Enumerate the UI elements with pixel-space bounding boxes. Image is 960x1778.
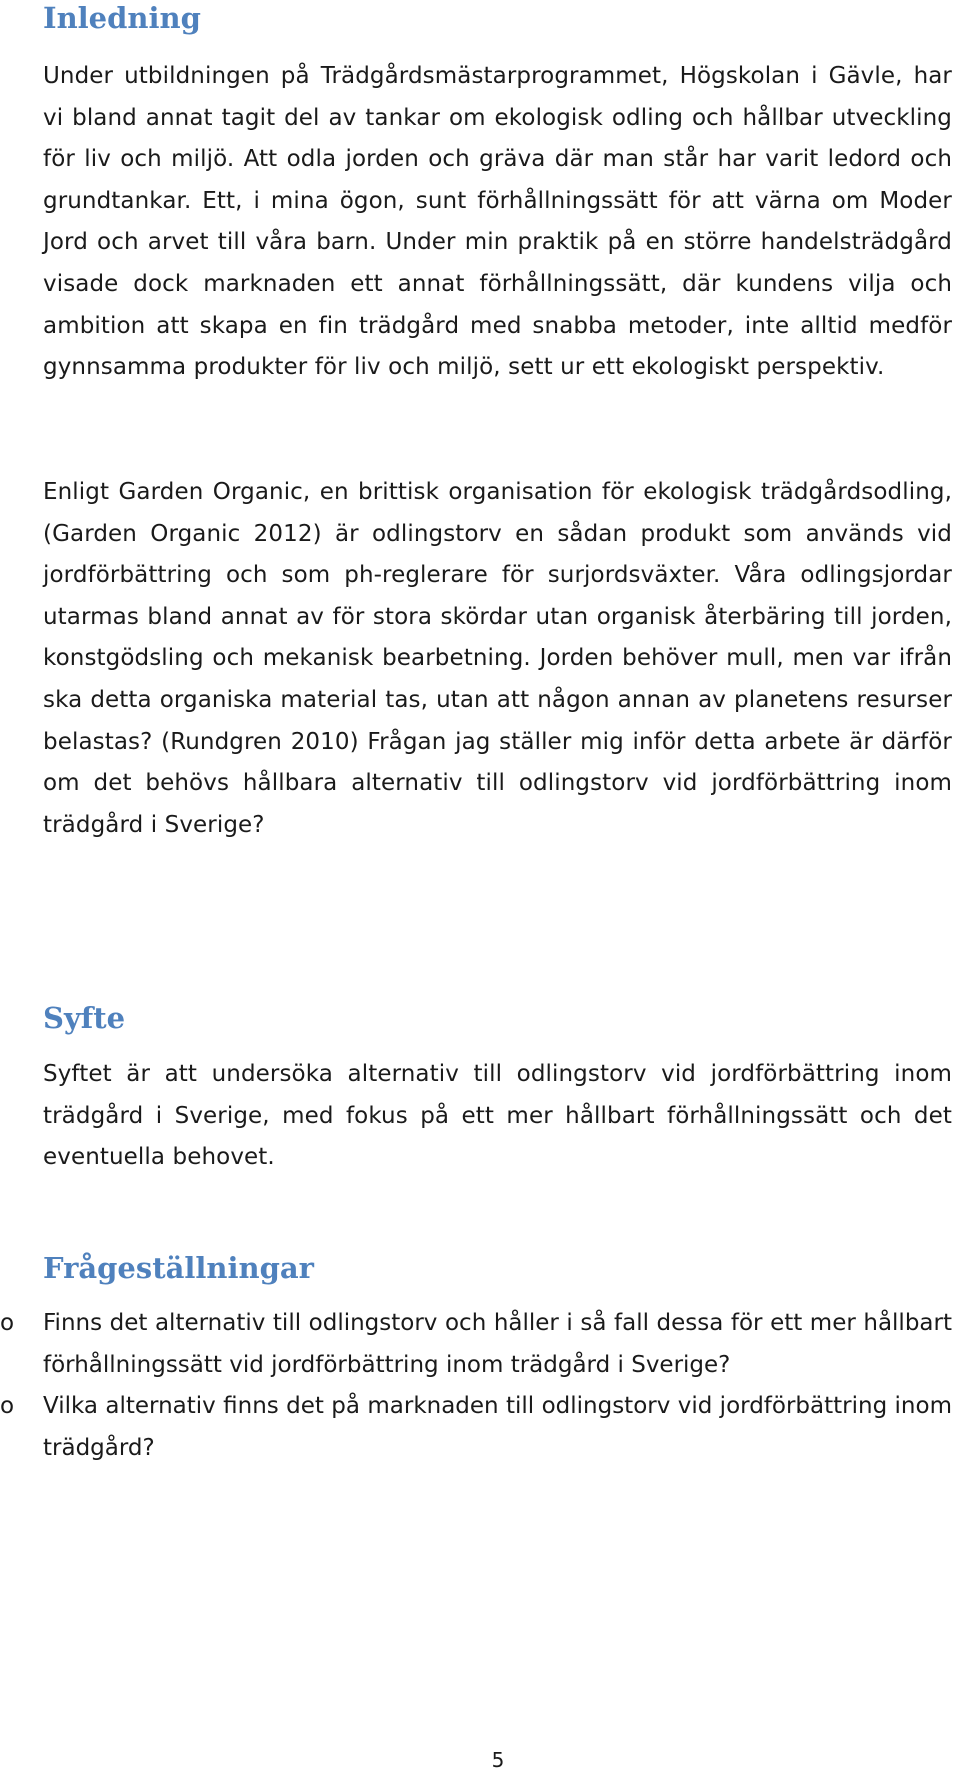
- heading-inledning: Inledning: [43, 1, 201, 35]
- page-number: 5: [491, 1748, 505, 1772]
- heading-syfte: Syfte: [43, 1001, 126, 1035]
- question-item: [0, 1386, 952, 1469]
- question-text: Finns det alternativ till odlingstorv och håller i så fall dessa för ett mer hållbart förhållningssätt vid jordförbättring inom trädgård i Sverige?: [43, 1310, 952, 1378]
- question-list: [0, 1303, 952, 1469]
- heading-fragestallningar: Frågeställningar: [43, 1251, 314, 1285]
- paragraph-syfte: Syftet är att undersöka alternativ till odlingstorv vid jordförbättring inom trädgård i Sverige, med fokus på ett mer hållbart förhållningssätt och det eventuella behovet.: [43, 1061, 952, 1171]
- question-item: [0, 1303, 952, 1386]
- paragraph-inledning-2: Enligt Garden Organic, en brittisk organisation för ekologisk trädgårdsodling, (Garden Organic 2012) är odlingstorv en sådan produkt som används vid jordförbättring och som ph-reglerare för surjordsväxter. Våra odlingsjordar utarmas bland annat av för stora skördar utan organisk återbäring till jorden, konstgödsling och mekanisk bearbetning. Jorden behöver mull, men var ifrån ska detta organiska material tas, utan att någon annan av planetens resurser belastas? (Rundgren 2010) Frågan jag ställer mig inför detta arbete är därför om det behövs hållbara alternativ till odlingstorv vid jordförbättring inom trädgård i Sverige?: [43, 479, 952, 838]
- paragraph-inledning-1: Under utbildningen på Trädgårdsmästarprogrammet, Högskolan i Gävle, har vi bland annat tagit del av tankar om ekologisk odling och hållbar utveckling för liv och miljö. Att odla jorden och gräva där man står har varit ledord och grundtankar. Ett, i mina ögon, sunt förhållningssätt för att värna om Moder Jord och arvet till våra barn. Under min praktik på en större handelsträdgård visade dock marknaden ett annat förhållningssätt, där kundens vilja och ambition att skapa en fin trädgård med snabba metoder, inte alltid medför gynnsamma produkter för liv och miljö, sett ur ett ekologiskt perspektiv.: [43, 63, 952, 381]
- question-text: Vilka alternativ finns det på marknaden till odlingstorv vid jordförbättring inom trädgård?: [43, 1393, 952, 1461]
- bullet-circle-icon: o: [0, 1310, 15, 1336]
- bullet-circle-icon: o: [0, 1393, 15, 1420]
